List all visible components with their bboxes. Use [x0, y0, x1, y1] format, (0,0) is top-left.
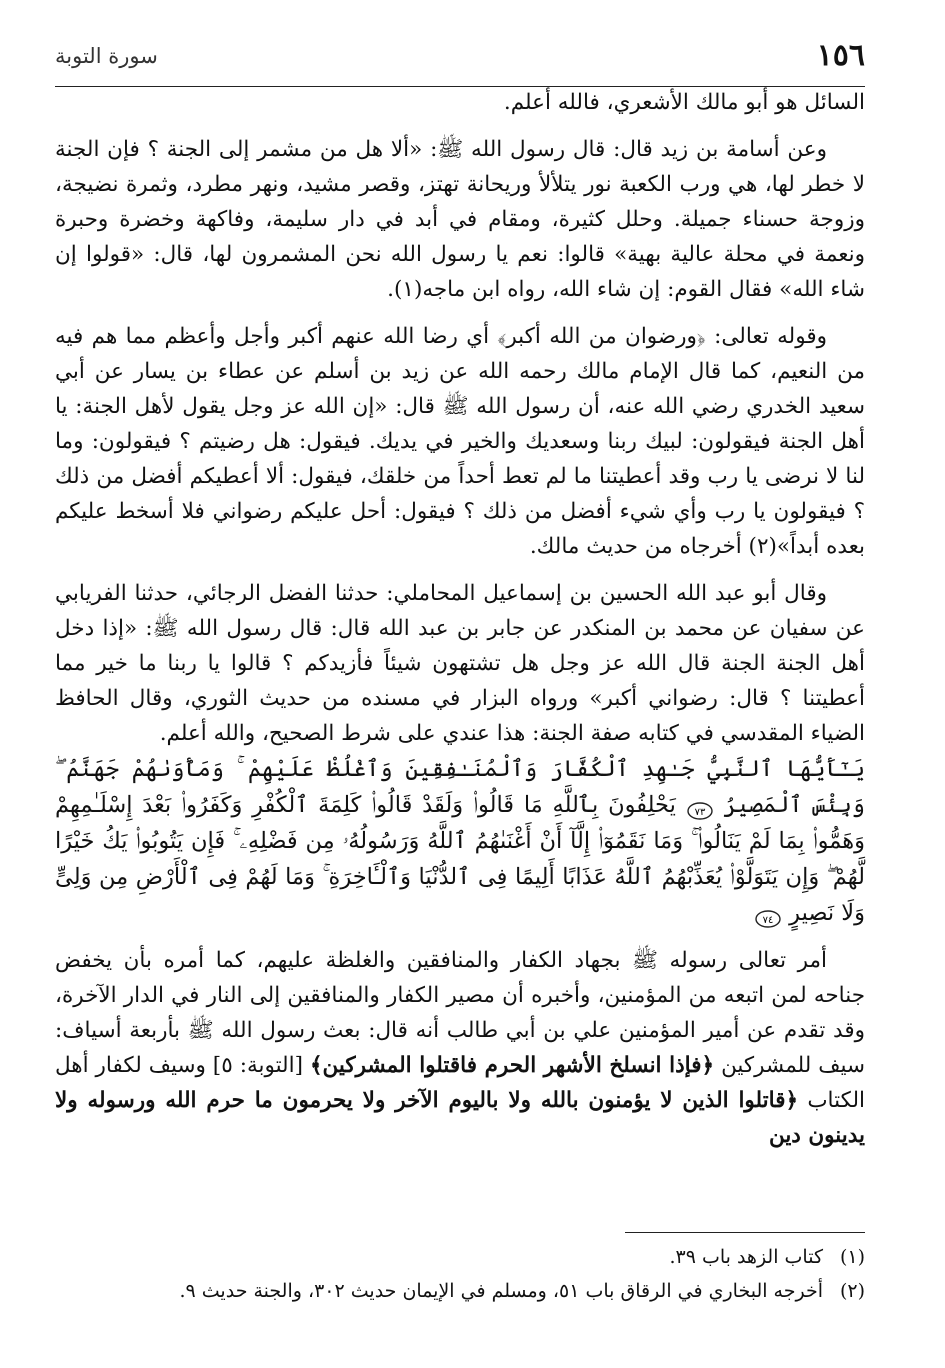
paragraph-5	[55, 943, 865, 1153]
running-title: سورة التوبة	[55, 44, 158, 68]
page-header	[55, 38, 865, 87]
quran-verses	[55, 751, 865, 931]
footnote-1	[55, 1240, 865, 1274]
page-number: ١٥٦	[816, 38, 865, 73]
footnote-text: كتاب الزهد باب ٣٩.	[669, 1246, 823, 1268]
paragraph-1: السائل هو أبو مالك الأشعري، فالله أعلم.	[503, 90, 865, 115]
ayah-marker-icon	[754, 904, 782, 924]
verse-73-number: ٧٣	[694, 807, 705, 818]
paragraph-5-middle: [التوبة: ٥] وسيف لكفار أهل الكتاب	[55, 1053, 865, 1113]
quote-tawbah-29: ﴿قاتلوا الذين لا يؤمنون بالله ولا باليوم الآخر ولا يحرمون ما حرم الله ورسوله ولا يدينون دين	[55, 1088, 865, 1148]
footnote-2	[55, 1274, 865, 1308]
footnote-number: (١)	[839, 1246, 865, 1268]
ayah-marker-icon	[686, 796, 714, 816]
paragraph-3: وقوله تعالى: ﴿ورضوان من الله أكبر﴾ أي رضا الله عنهم أكبر وأجل وأعظم مما هم فيه من النعيم، كما قال الإمام مالك رحمه الله عن زيد بن أسلم عن عطاء بن يسار عن أبي سعيد الخدري رضي الله عنه، أن رسول الله ﷺ قال: «إن الله عز وجل يقول لأهل الجنة: يا أهل الجنة فيقولون: لبيك ربنا وسعديك والخير في يديك. فيقول: هل رضيتم ؟ فيقولون: وما لنا لا نرضى يا رب وقد أعطيتنا ما لم تعط أحداً من خلقك، فيقول: ألا أعطيكم أفضل من ذلك ؟ فيقولون يا رب وأي شيء أفضل من ذلك ؟ فيقول: أحل عليكم رضواني فلا أسخط عليكم بعده أبداً»(٢) أخرجاه من حديث مالك.	[55, 324, 865, 559]
verse-73: يَـٰٓأَيُّهَا ٱلنَّبِيُّ جَـٰهِدِ ٱلْكُفَّارَ وَٱلْمُنَـٰفِقِينَ وَٱغْلُظْ عَلَيْهِمْ ۚ وَمَأْوَىٰهُمْ جَهَنَّمُ ۖ وَبِئْسَ ٱلْمَصِيرُ	[55, 756, 865, 818]
footnote-text: أخرجه البخاري في الرقاق باب ٥١، ومسلم في الإيمان حديث ٣٠٢، والجنة حديث ٩.	[179, 1280, 823, 1302]
paragraph-4: وقال أبو عبد الله الحسين بن إسماعيل المحاملي: حدثنا الفضل الرجائي، حدثنا الفريابي عن سفيان عن محمد بن المنكدر عن جابر بن عبد الله قال: قال رسول الله ﷺ: «إذا دخل أهل الجنة الجنة قال الله عز وجل هل تشتهون شيئاً فأزيدكم ؟ قالوا يا ربنا ما خير مما أعطيتنا ؟ قال: رضواني أكبر» ورواه البزار في مسنده من حديث الثوري، وقال الحافظ الضياء المقدسي في كتابه صفة الجنة: هذا عندي على شرط الصحيح، والله أعلم.	[55, 581, 865, 746]
paragraph-2: وعن أسامة بن زيد قال: قال رسول الله ﷺ: «ألا هل من مشمر إلى الجنة ؟ فإن الجنة لا خطر لها، هي ورب الكعبة نور يتلألأ وريحانة تهتز، وقصر مشيد، ونهر مطرد، وثمرة نضيجة، وزوجة حسناء جميلة. وحلل كثيرة، ومقام في أبد في دار سليمة، وفاكهة وخضرة وحبرة ونعمة في محلة عالية بهية» قالوا: نعم يا رسول الله نحن المشمرون لها، قال: «قولوا إن شاء الله» فقال القوم: إن شاء الله، رواه ابن ماجه(١).	[55, 137, 865, 302]
quote-tawbah-5: ﴿فإذا انسلخ الأشهر الحرم فاقتلوا المشركين﴾	[309, 1053, 715, 1078]
footnote-number: (٢)	[839, 1280, 865, 1302]
verse-74: يَحْلِفُونَ بِٱللَّهِ مَا قَالُوا۟ وَلَقَدْ قَالُوا۟ كَلِمَةَ ٱلْكُفْرِ وَكَفَرُوا۟ بَعْدَ إِسْلَـٰمِهِمْ وَهَمُّوا۟ بِمَا لَمْ يَنَالُوا۟ ۚ وَمَا نَقَمُوٓا۟ إِلَّآ أَنْ أَغْنَىٰهُمُ ٱللَّهُ وَرَسُولُهُۥ مِن فَضْلِهِۦ ۚ فَإِن يَتُوبُوا۟ يَكُ خَيْرًا لَّهُمْ ۖ وَإِن يَتَوَلَّوْا۟ يُعَذِّبْهُمُ ٱللَّهُ عَذَابًا أَلِيمًا فِى ٱلدُّنْيَا وَٱلْـَٔاخِرَةِ ۚ وَمَا لَهُمْ فِى ٱلْأَرْضِ مِن وَلِىٍّ وَلَا نَصِيرٍ	[55, 792, 865, 926]
paragraph-5-start: أمر تعالى رسوله ﷺ بجهاد الكفار والمنافقين والغلظة عليهم، كما أمره بأن يخفض جناحه لمن اتبعه من المؤمنين، وأخبره أن مصير الكفار والمنافقين إلى النار في الدار الآخرة، وقد تقدم عن أمير المؤمنين علي بن أبي طالب أنه قال: بعث رسول الله ﷺ بأربعة أسياف: سيف للمشركين	[55, 948, 865, 1078]
footnote-divider	[625, 1232, 865, 1233]
footnotes	[55, 1240, 865, 1308]
verse-74-number: ٧٤	[762, 915, 774, 926]
main-text	[55, 85, 865, 1153]
